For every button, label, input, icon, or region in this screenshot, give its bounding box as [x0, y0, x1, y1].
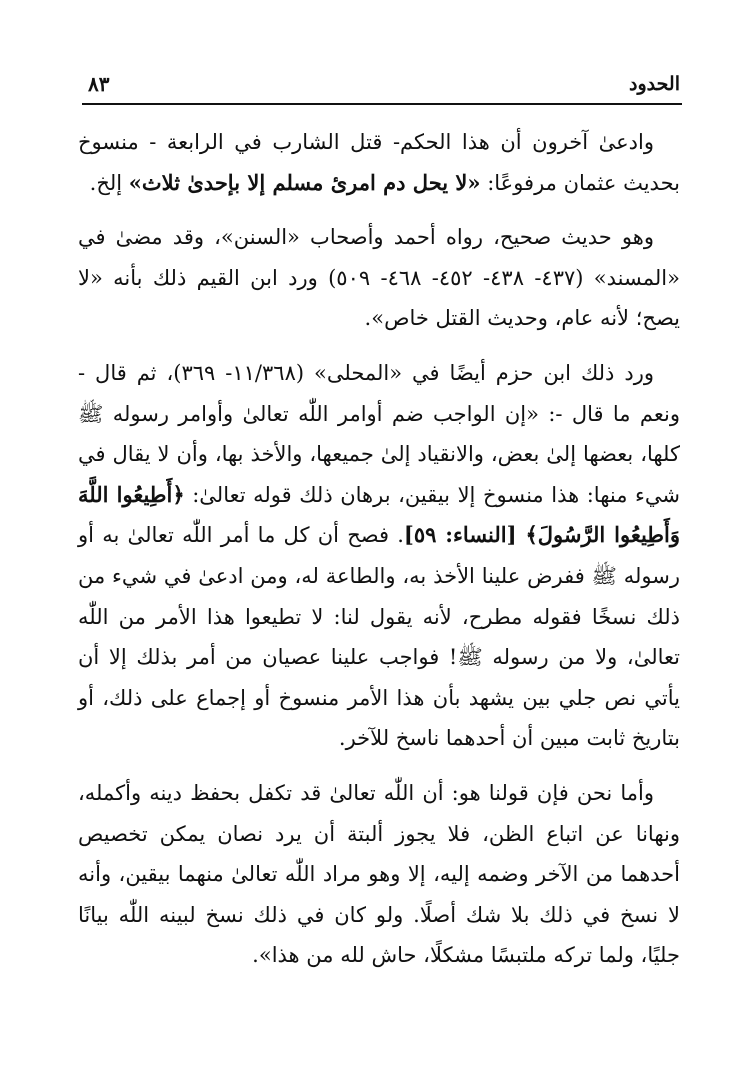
- quran-verse: ﴿أَطِيعُوا اللَّهَ وَأَطِيعُوا الرَّسُولَ﴾ [النساء: ٥٩]: [78, 481, 680, 548]
- paragraph-4: [78, 773, 680, 976]
- hadith-quote: «لا يحل دم امرئ مسلم إلا بإحدىٰ ثلاث»: [128, 169, 481, 195]
- paragraph-3: [78, 353, 680, 759]
- paragraph-1: [78, 122, 680, 203]
- header-rule: [82, 103, 682, 105]
- paragraph-text: . فصح أن كل ما أمر اللّٰه تعالىٰ به أو رسوله ﷺ ففرض علينا الأخذ به، والطاعة له، ومن ادعىٰ في شيء من ذلك نسخًا فقوله مطرح، لأنه يقول لنا: لا تطيعوا هذا الأمر من اللّٰه تعالىٰ، ولا من رسوله ﷺ! فواجب علينا عصيان من أمر بذلك إلا أن يأتي نص جلي بين يشهد بأن هذا الأمر منسوخ أو إجماع على ذلك، أو بتاريخ ثابت مبين أن أحدهما ناسخ للآخر.: [78, 523, 680, 751]
- main-text: [78, 122, 680, 976]
- chapter-title: الحدود: [629, 73, 680, 95]
- paragraph-text: وهو حديث صحيح، رواه أحمد وأصحاب «السنن»، وقد مضىٰ في «المسند» (٤٣٧- ٤٣٨- ٤٥٢- ٤٦٨- ٥٠٩) ورد ابن القيم ذلك بأنه «لا يصح؛ لأنه عام، وحديث القتل خاص».: [78, 225, 680, 331]
- paragraph-text: ورد ذلك ابن حزم أيضًا في «المحلى» (١١/٣٦٨- ٣٦٩)، ثم قال - ونعم ما قال -: «إن الواجب ضم أوامر اللّٰه تعالىٰ وأوامر رسوله ﷺ كلها، بعضها إلىٰ بعض، والانقياد إلىٰ جميعها، والأخذ بها، وأن لا يقال في شيء منها: هذا منسوخ إلا بيقين، برهان ذلك قوله تعالىٰ:: [78, 360, 680, 507]
- paragraph-2: [78, 217, 680, 339]
- paragraph-text: إلخ.: [89, 170, 129, 195]
- paragraph-text: وأما نحن فإن قولنا هو: أن اللّٰه تعالىٰ قد تكفل بحفظ دينه وأكمله، ونهانا عن اتباع الظن، فلا يجوز ألبتة أن يرد نصان يمكن تخصيص أحدهما من الآخر وضمه إليه، إلا وهو مراد اللّٰه تعالىٰ منهما بيقين، وأنه لا نسخ في ذلك بلا شك أصلًا. ولو كان في ذلك نسخ لبينه اللّٰه بيانًا جليًا، ولما تركه ملتبسًا مشكلًا، حاش لله من هذا».: [78, 780, 680, 968]
- paragraph-text: وادعىٰ آخرون أن هذا الحكم- قتل الشارب في الرابعة - منسوخ بحديث عثمان مرفوعًا:: [78, 130, 680, 195]
- running-header: [88, 66, 680, 102]
- page-number: ٨٣: [88, 72, 110, 96]
